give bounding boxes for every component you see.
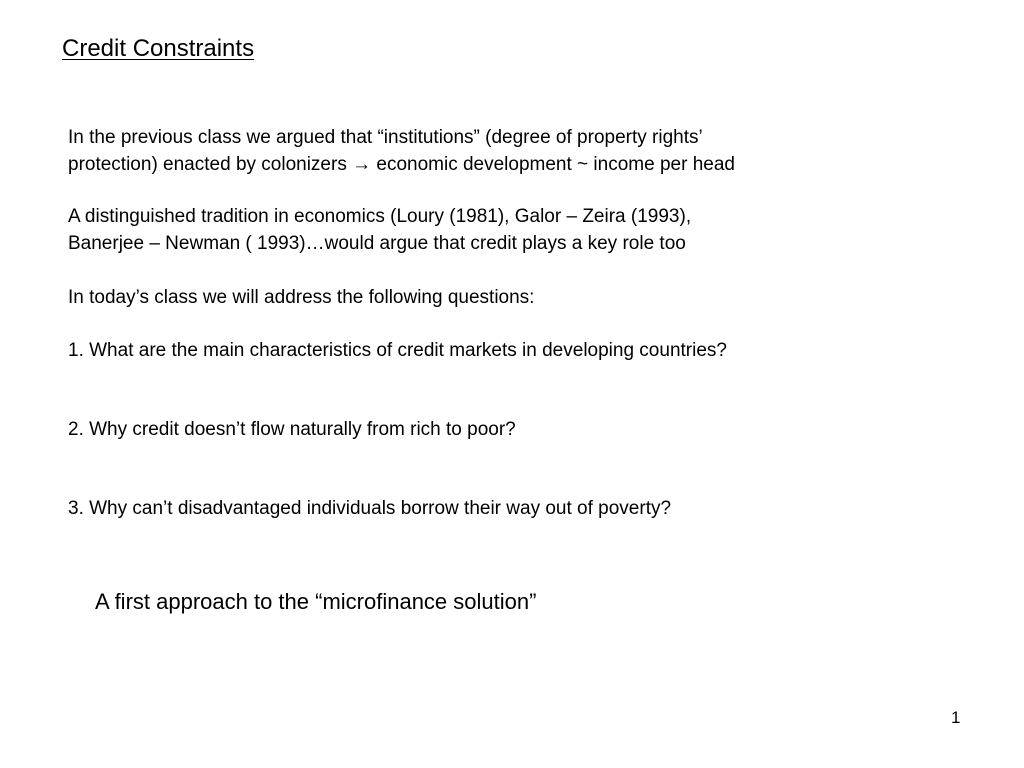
question-3: 3. Why can’t disadvantaged individuals borrow their way out of poverty? — [68, 498, 672, 519]
intro-paragraph — [68, 124, 735, 178]
tradition-paragraph-line-2: Banerjee – Newman ( 1993)…would argue that credit plays a key role too — [68, 233, 686, 254]
question-2: 2. Why credit doesn’t flow naturally from rich to poor? — [68, 419, 516, 440]
intro-paragraph-line-2: protection) enacted by colonizers → economic development ~ income per head — [68, 154, 735, 175]
intro-paragraph-line-1: In the previous class we argued that “institutions” (degree of property rights’ — [68, 127, 703, 148]
question-1: 1. What are the main characteristics of credit markets in developing countries? — [68, 340, 727, 361]
questions-intro: In today’s class we will address the following questions: — [68, 287, 535, 308]
tradition-paragraph-line-1: A distinguished tradition in economics (Loury (1981), Galor – Zeira (1993), — [68, 206, 692, 227]
slide-title: Credit Constraints — [62, 35, 255, 62]
tradition-paragraph — [68, 203, 691, 257]
subheading: A first approach to the “microfinance solution” — [95, 589, 537, 614]
page-number: 1 — [951, 708, 961, 727]
